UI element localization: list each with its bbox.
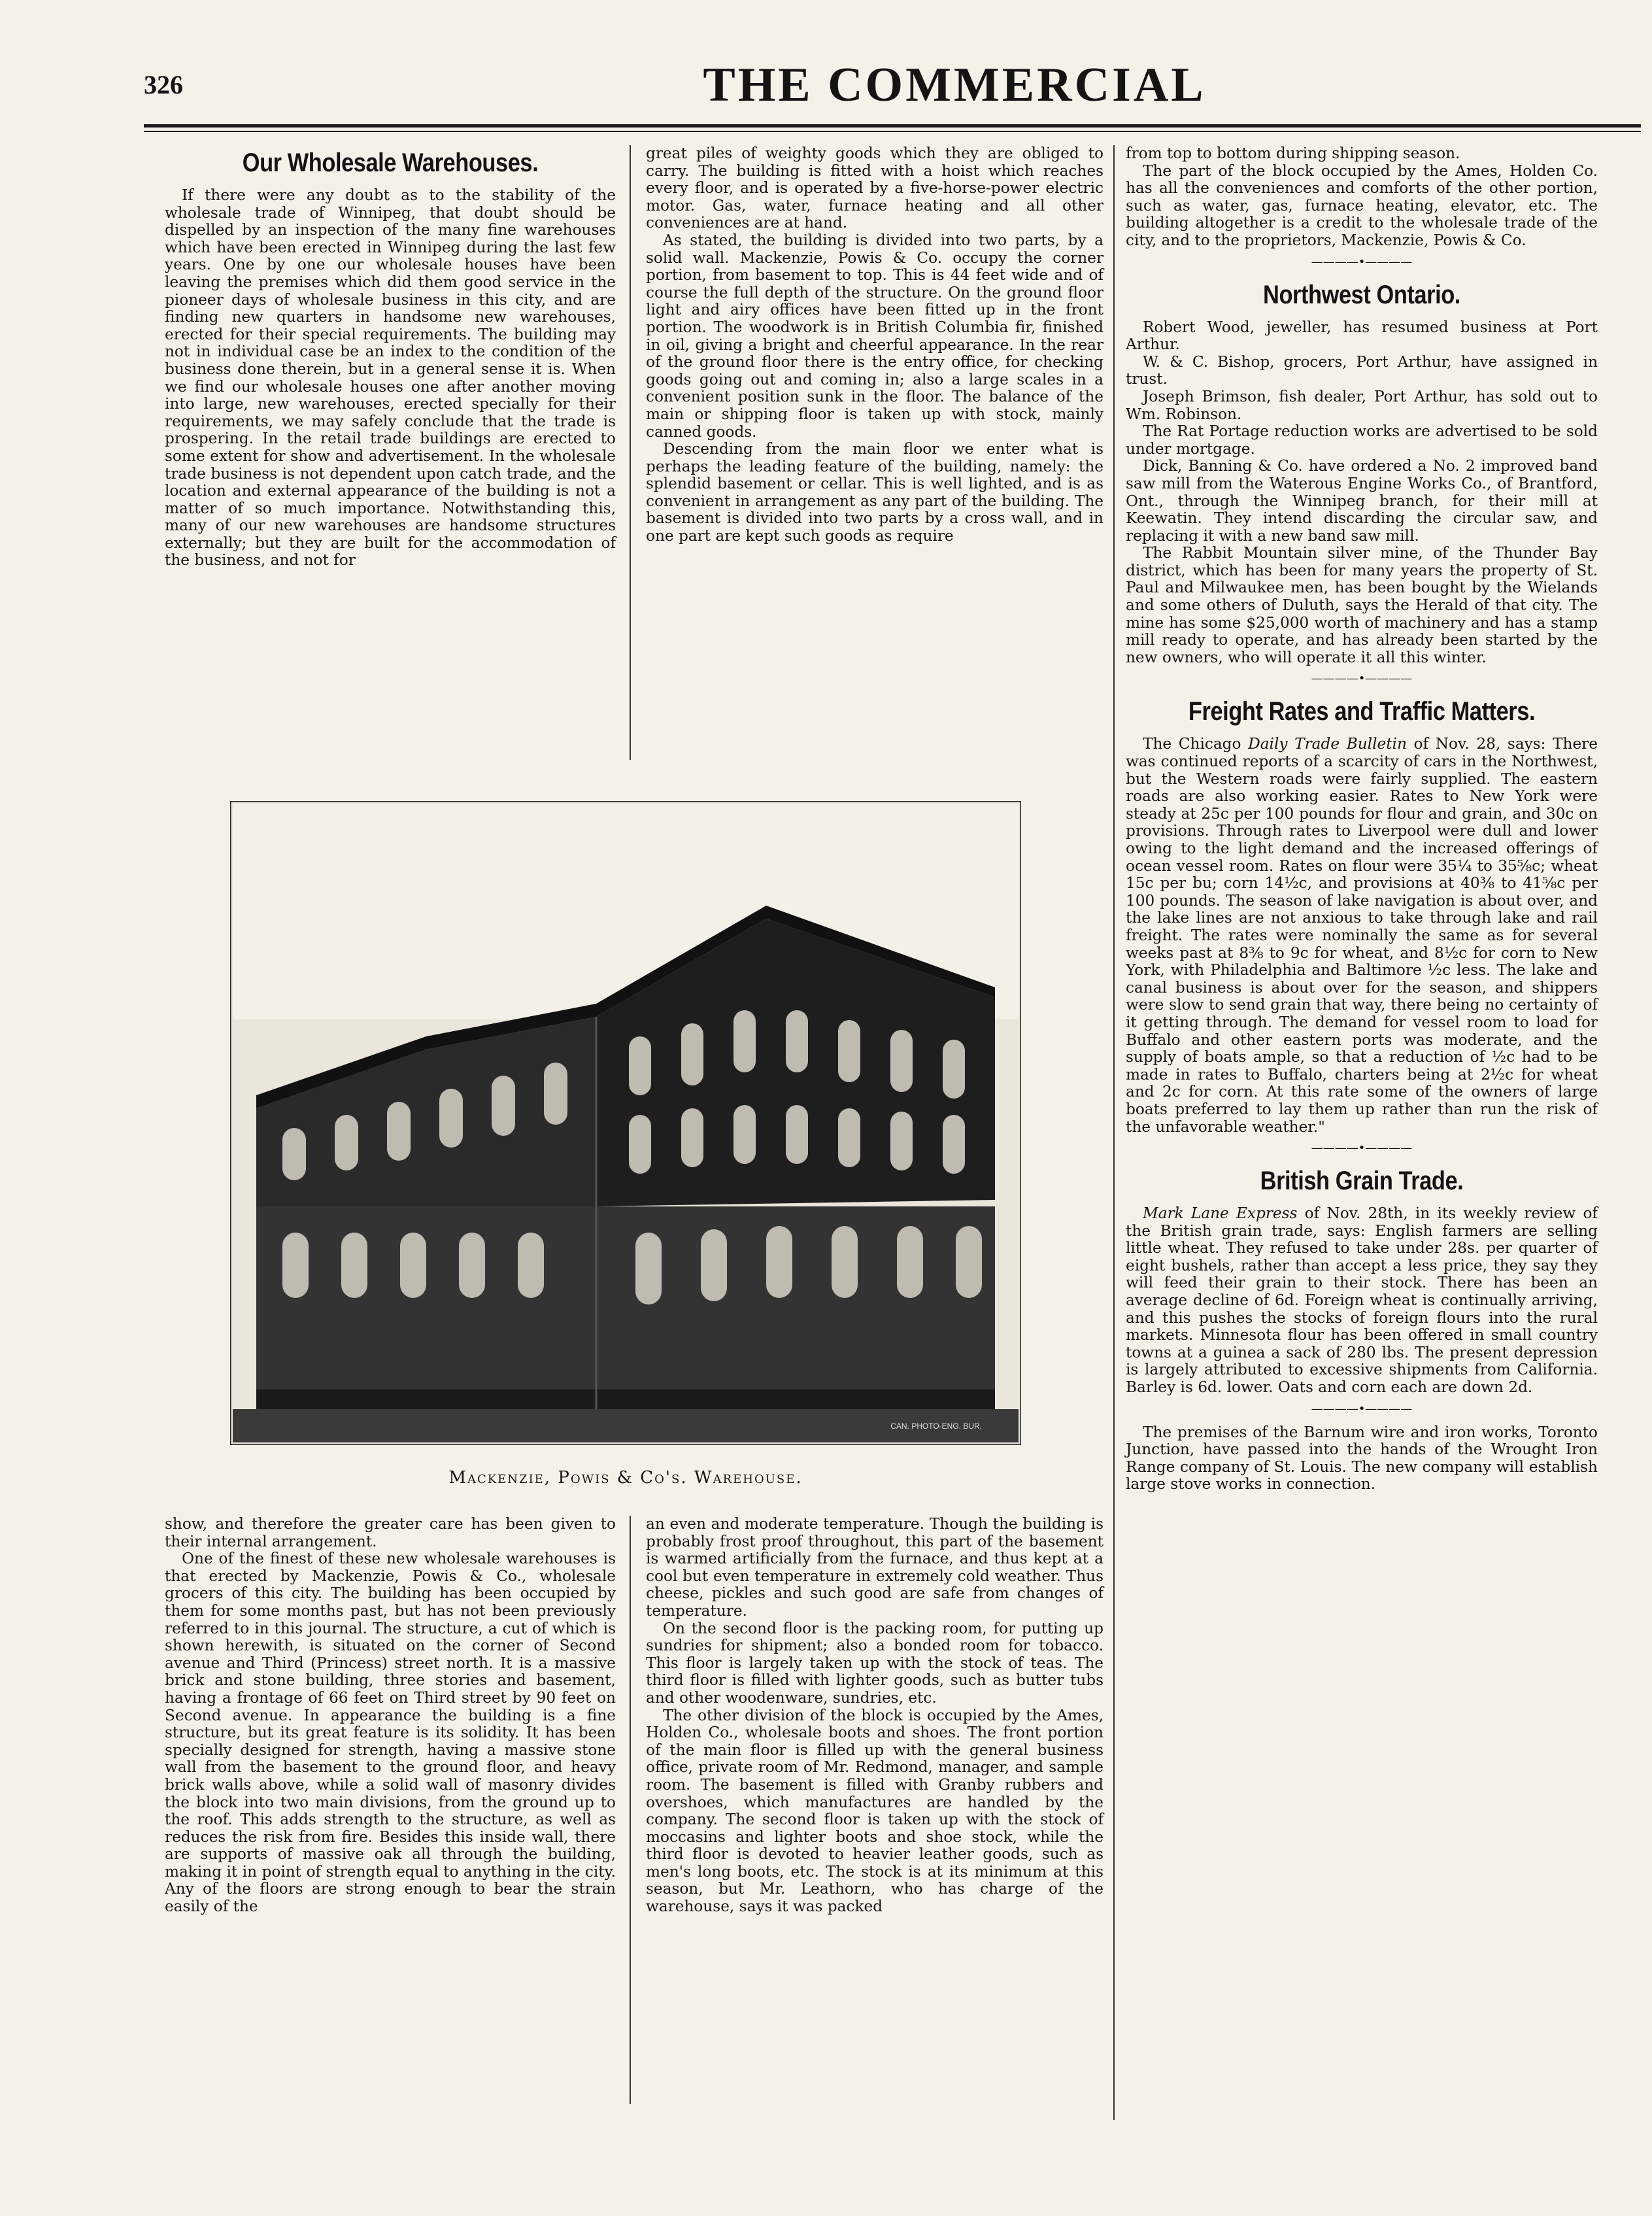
warehouse-illustration [230,801,1021,1445]
paragraph: from top to bottom during shipping season. [1126,145,1460,162]
paragraph: Robert Wood, jeweller, has resumed business at Port Arthur. [1126,318,1598,354]
column-rule [630,1516,631,2104]
paragraph: The Rat Portage reduction works are advertised to be sold under mortgage. [1126,422,1598,458]
page-number: 326 [144,70,183,99]
paragraph: The part of the block occupied by the Ames, Holden Co. has all the conveniences and comforts of the other portion, such as water, gas, furnace heating, elevator, etc. The building altogether is a credit to the wholesale trade of the city, and to the proprietors, Mackenzie, Powis & Co. [1126,162,1598,249]
paragraph: As stated, the building is divided into two parts, by a solid wall. Mackenzie, Powis & Co. occupy the corner portion, from basement to top. This is 44 feet wide and of course the full depth of the structure. On the ground floor light and airy offices have been fitted up in the front portion. The woodwork is in British Columbia fir, finished in oil, giving a bright and cheerful appearance. In the rear of the ground floor there is the entry office, for checking goods going out and coming in; also a large scales in a convenient position sunk in the floor. The balance of the main or shipping floor is taken up with stock, mainly canned goods. [646,231,1104,441]
engraver-mark: CAN. PHOTO-ENG. BUR. [890,1422,982,1431]
paragraph [1126,736,1598,1136]
section-ornament: ————•———— [1311,1141,1413,1155]
section-ornament: ————•———— [1311,672,1413,686]
paragraph: On the second floor is the packing room, for putting up sundries for shipment; also a bonded room for tobacco. This floor is largely taken up with the stock of teas. The third floor is filled with lighter goods, such as butter tubs and other woodenware, sundries, etc. [646,1619,1104,1707]
paragraph: W. & C. Bishop, grocers, Port Arthur, have assigned in trust. [1126,352,1598,388]
column-2-top [646,145,1104,545]
paragraph: an even and moderate temperature. Though the building is probably frost proof throughout, this part of the basement is warmed artificially from the furnace, and thus kept at a cool but even temperature in extremely cold weather. Thus cheese, pickles and such good are safe from changes of temperature. [646,1515,1104,1620]
header-rule [144,124,1641,128]
paragraph: If there were any doubt as to the stability of the wholesale trade of Winnipeg, that doubt should be dispelled by an inspection of the many fine warehouses which have been erected in Winnipeg during the last few years. One by one our wholesale houses have been leaving the premises which did them good service in the pioneer days of wholesale business in this city, and are finding new quarters in handsome new warehouses, erected for their special requirements. The building may not in individual case be an index to the condition of the business done therein, but in a general sense it is. When we find our wholesale houses one after another moving into large, new warehouses, erected specially for their requirements, we may safely conclude that the trade is prospering. In the retail trade buildings are erected to some extent for show and advertisement. In the wholesale trade business is not dependent upon catch trade, and the location and external appearance of the building is not a matter of so much importance. Notwithstanding this, many of our new warehouses are handsome structures externally; but they are built for the accommodation of the business, and not for [165,186,616,570]
paragraph: One of the finest of these new wholesale warehouses is that erected by Mackenzie, Powis & Co., wholesale grocers of this city. The building has been occupied by them for some months past, but has not been previously referred to in this journal. The structure, a cut of which is shown herewith, is situated on the corner of Second avenue and Third (Princess) street north. It is a massive brick and stone building, three stories and basement, having a frontage of 66 feet on Third street by 90 feet on Second avenue. In appearance the building is a fine structure, but its great feature is its solidity. It has been specially designed for strength, having a massive stone wall from the basement to the ground floor, and heavy brick walls above, while a solid wall of masonry divides the block into two main divisions, from the ground up to the roof. This adds strength to the structure, as well as reduces the risk from fire. Besides this inside wall, there are supports of massive oak all through the building, making it in point of strength equal to anything in the city. Any of the floors are strong enough to bear the strain easily of the [165,1550,616,1916]
article-title: Our Wholesale Warehouses. [242,148,539,177]
section-title-freight: Freight Rates and Traffic Matters. [1188,697,1536,726]
paragraph: Dick, Banning & Co. have ordered a No. 2 improved band saw mill from the Waterous Engine Works Co., of Brantford, Ont., through the Winnipeg branch, for their mill at Keewatin. They intend discarding the circular saw, and replacing it with a new band saw mill. [1126,457,1598,545]
text-run: of Nov. 28th, in its weekly review of the British grain trade, says: English farmers are selling little wheat. They refused to take under 28s. per quarter of eight bushels, rather than accept a less price, they say they will feed their grain to their stock. There has been an average decline of 6d. Foreign wheat is continually arriving, and this pushes the stocks of foreign flours into the rural markets. Minnesota flour has been offered in small country towns at a guinea a sack of 280 lbs. The present depression is largely attributed to excessive shipments from California. Barley is 6d. lower. Oats and corn each are down 2d. [1126,1204,1598,1397]
warehouse-engraving [230,801,1021,1445]
paragraph: Descending from the main floor we enter what is perhaps the leading feature of the building, namely: the splendid basement or cellar. This is well lighted, and is as convenient in arrangement as any part of the building. The basement is divided into two parts by a cross wall, and in one part are kept such goods as require [646,440,1104,545]
column-1-bottom [165,1516,616,1916]
publication-name: Mark Lane Express [1143,1204,1298,1223]
header-rule-thin [144,131,1641,132]
column-rule [630,145,631,760]
column-rule [1113,145,1115,2120]
section-ornament: ————•———— [1311,1401,1413,1416]
paragraph: The other division of the block is occupied by the Ames, Holden Co., wholesale boots and shoes. The front portion of the main floor is filled up with the general business office, private room of Mr. Redmond, manager, and sample room. The basement is filled with Granby rubbers and overshoes, which manufactures are handled by the company. The second floor is taken up with the stock of moccasins and lighter boots and shoe stock, while the third floor is devoted to heavier leather goods, such as men's long boots, etc. The stock is at its minimum at this season, but Mr. Leathorn, who has charge of the warehouse, says it was packed [646,1706,1104,1916]
section-title-northwest: Northwest Ontario. [1263,280,1460,309]
paragraph [1126,1205,1598,1397]
column-3 [1126,145,1598,1493]
paragraph: Joseph Brimson, fish dealer, Port Arthur, has sold out to Wm. Robinson. [1126,387,1598,423]
paragraph: The Rabbit Mountain silver mine, of the Thunder Bay district, which has been for many years the property of St. Paul and Milwaukee men, has been bought by the Wielands and some others of Duluth, says the Herald of that city. The mine has some $25,000 worth of machinery and has a stamp mill ready to operate, and has already been started by the new owners, who will operate it all this winter. [1126,544,1598,666]
section-title-grain: British Grain Trade. [1260,1167,1464,1196]
paragraph: show, and therefore the greater care has been given to their internal arrangement. [165,1515,616,1550]
column-1-top [165,145,616,570]
paragraph: great piles of weighty goods which they are obliged to carry. The building is fitted with a hoist which reaches every floor, and is operated by a five-horse-power electric motor. Gas, water, furnace heating and all other conveniences are at hand. [646,145,1104,232]
paragraph: The premises of the Barnum wire and iron works, Toronto Junction, have passed into the hands of the Wrought Iron Range company of St. Louis. The new company will establish large stove works in connection. [1126,1423,1598,1493]
text-run: of Nov. 28, says: There was continued reports of a scarcity of cars in the Northwest, but the Western roads were fairly supplied. The eastern roads are also working easier. Rates to New York were steady at 25c per 100 pounds for flour and grain, and 30c on provisions. Through rates to Liverpool were dull and lower owing to the light demand and the increased offerings of ocean vessel room. Rates on flour were 35¼ to 35⅝c; wheat 15c per bu; corn 14½c, and provisions at 40⅜ to 41⅝c per 100 pounds. The season of lake navigation is about over, and the lake lines are not anxious to take through lake and rail freight. The rates were nominally the same as for several weeks past at 8⅜ to 9c for wheat, and 8½c for corn to New York, with Philadelphia and Baltimore ½c less. The lake and canal business is about over for the season, and shippers were slow to send grain that way, there being no certainty of it getting through. The demand for vessel room to load for Buffalo and other eastern ports was moderate, and the supply of boats ample, so that a reduction of ½c had to be made in rates to Buffalo, charters being at 2½c for wheat and 2c for corn. At this rate some of the owners of large boats preferred to lay them up rather than run the risk of the unfavorable weather." [1126,735,1598,1136]
masthead-title: THE COMMERCIAL [703,58,1206,112]
section-ornament: ————•———— [1311,254,1413,269]
image-caption: Mackenzie, Powis & Co's. Warehouse. [448,1468,803,1488]
page-header [144,58,1641,143]
publication-name: Daily Trade Bulletin [1248,735,1407,753]
column-2-bottom [646,1516,1104,1916]
text-run: The Chicago [1143,735,1249,753]
